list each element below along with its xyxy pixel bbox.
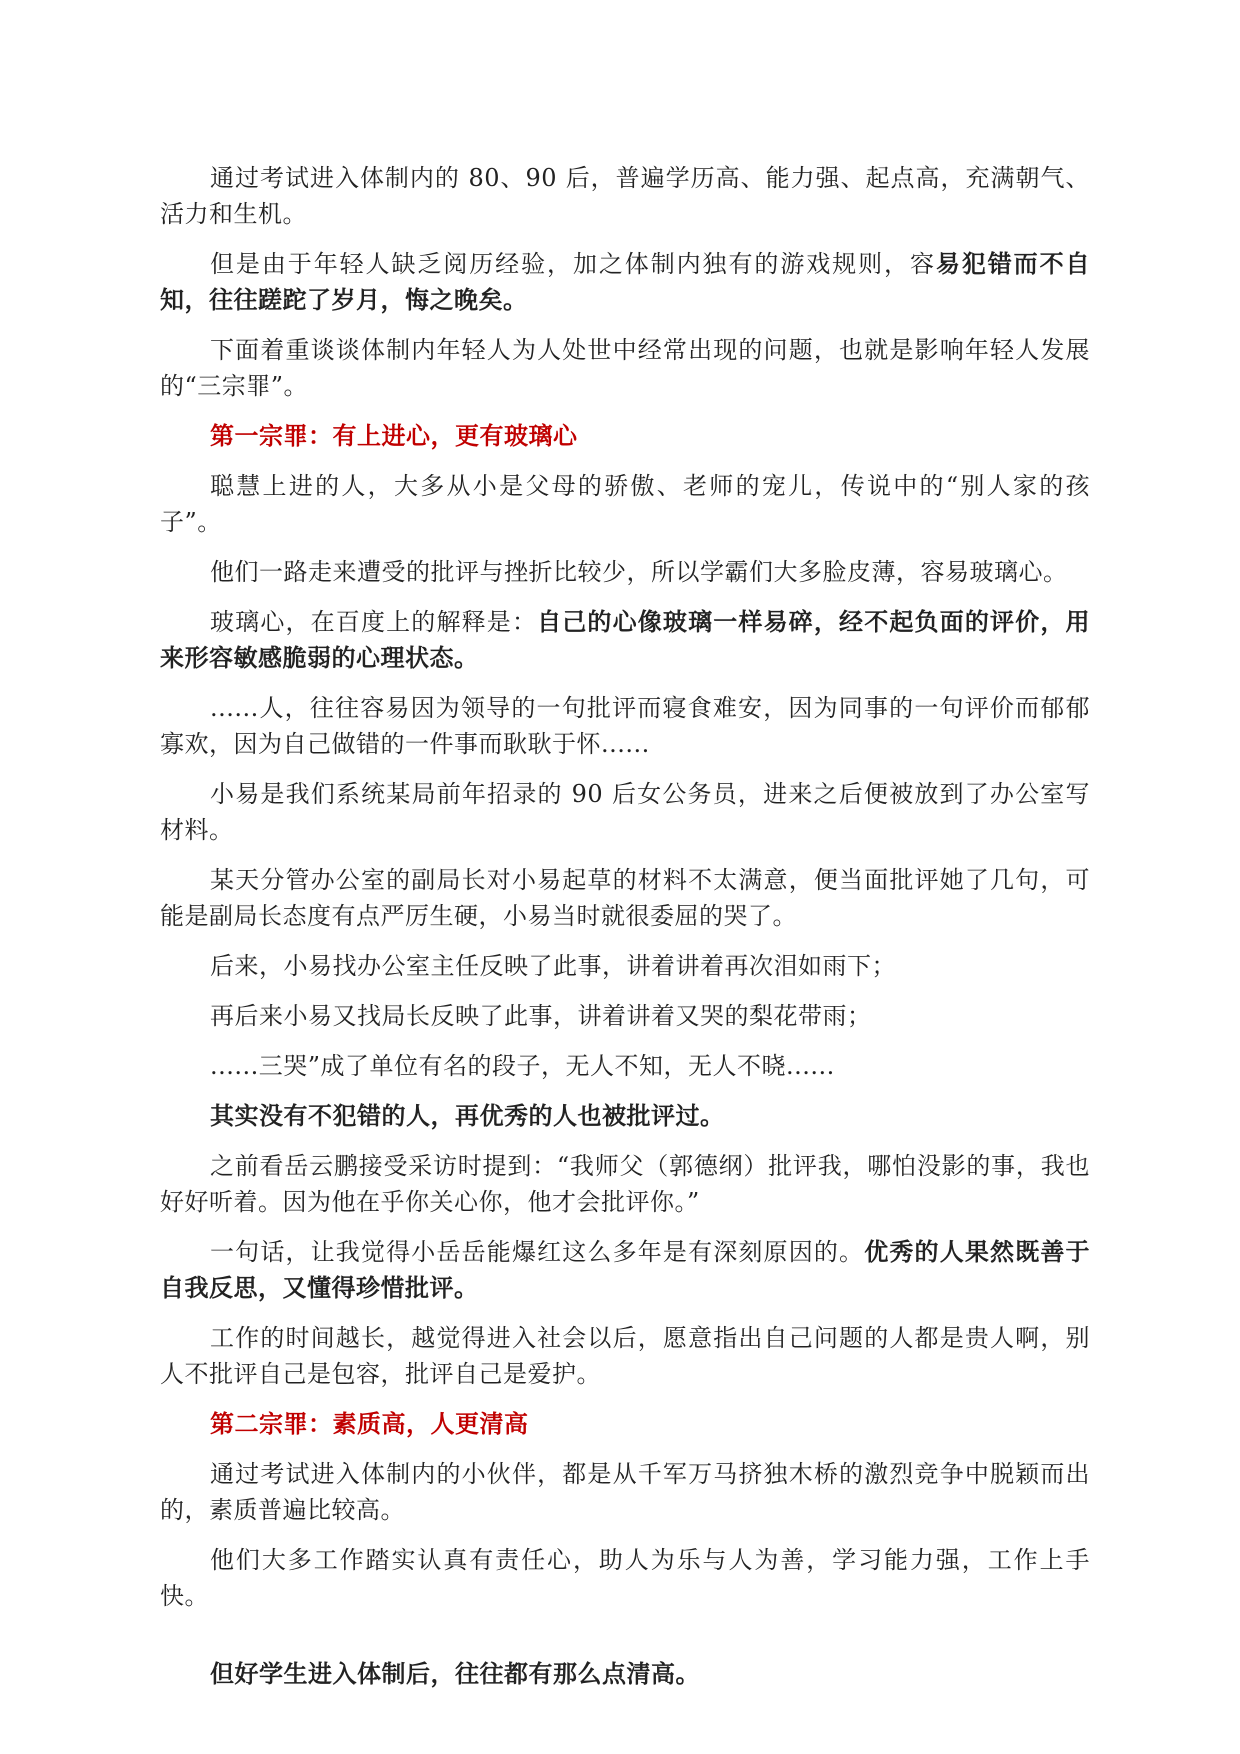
paragraph-quote: 之前看岳云鹏接受采访时提到：“我师父（郭德纲）批评我，哪怕没影的事，我也好好听着。因为他在乎你关心你，他才会批评你。” (160, 1152, 1090, 1216)
paragraph-mistakes: 但是由于年轻人缺乏阅历经验，加之体制内独有的游戏规则，容易犯错而不自知，往往蹉跎了岁月，悔之晚矣。 (160, 249, 1091, 314)
paragraph: 他们一路走来遭受的批评与挫折比较少，所以学霸们大多脸皮薄，容易玻璃心。 (210, 558, 1068, 586)
paragraph: 一句话，让我觉得小岳岳能爆红这么多年是有深刻原因的。优秀的人果然既善于自我反思，又懂得珍惜批评。 (160, 1237, 1091, 1302)
paragraph: 他们大多工作踏实认真有责任心，助人为乐与人为善，学习能力强，工作上手快。 (160, 1546, 1090, 1610)
paragraph-three-sins: 下面着重谈谈体制内年轻人为人处世中经常出现的问题，也就是影响年轻人发展的“三宗罪”。 (160, 336, 1090, 400)
paragraph: ......三哭”成了单位有名的段子，无人不知，无人不晓...... (210, 1052, 835, 1080)
paragraph: ......人，往往容易因为领导的一句批评而寝食难安，因为同事的一句评价而郁郁寡欢，因为自己做错的一件事而耿耿于怀...... (160, 694, 1090, 758)
paragraph: 通过考试进入体制内的小伙伴，都是从千军万马挤独木桥的激烈竞争中脱颖而出的，素质普遍比较高。 (160, 1460, 1090, 1524)
section-heading-second-sin: 第二宗罪：素质高，人更清高 (210, 1409, 529, 1438)
paragraph: 再后来小易又找局长反映了此事，讲着讲着又哭的梨花带雨； (210, 1002, 872, 1030)
bold-emphasis: 易犯错而不自知，往往蹉跎了岁月，悔之晚矣。 (160, 249, 1091, 314)
paragraph: 工作的时间越长，越觉得进入社会以后，愿意指出自己问题的人都是贵人啊，别人不批评自己是包容，批评自己是爱护。 (160, 1324, 1090, 1388)
bold-paragraph: 但好学生进入体制后，往往都有那么点清高。 (210, 1659, 700, 1688)
bold-emphasis: 自己的心像玻璃一样易碎，经不起负面的评价，用来形容敏感脆弱的心理状态。 (160, 607, 1091, 672)
section-heading-first-sin: 第一宗罪：有上进心，更有玻璃心 (210, 421, 578, 450)
paragraph: 小易是我们系统某局前年招录的 90 后女公务员，进来之后便被放到了办公室写材料。 (160, 780, 1090, 844)
paragraph: 后来，小易找办公室主任反映了此事，讲着讲着再次泪如雨下； (210, 952, 896, 980)
paragraph-intro: 通过考试进入体制内的 80、90 后，普遍学历高、能力强、起点高，充满朝气、活力和生机。 (160, 164, 1090, 228)
paragraph-glass-heart-definition: 玻璃心，在百度上的解释是：自己的心像玻璃一样易碎，经不起负面的评价，用来形容敏感脆弱的心理状态。 (160, 607, 1091, 672)
paragraph: 聪慧上进的人，大多从小是父母的骄傲、老师的宠儿，传说中的“别人家的孩子”。 (160, 472, 1090, 536)
paragraph: 某天分管办公室的副局长对小易起草的材料不太满意，便当面批评她了几句，可能是副局长态度有点严厉生硬，小易当时就很委屈的哭了。 (160, 866, 1090, 930)
bold-emphasis: 优秀的人果然既善于自我反思，又懂得珍惜批评。 (160, 1237, 1091, 1302)
spacer (160, 1628, 1090, 1656)
document-body (160, 160, 1090, 1706)
bold-paragraph: 其实没有不犯错的人，再优秀的人也被批评过。 (210, 1101, 725, 1130)
